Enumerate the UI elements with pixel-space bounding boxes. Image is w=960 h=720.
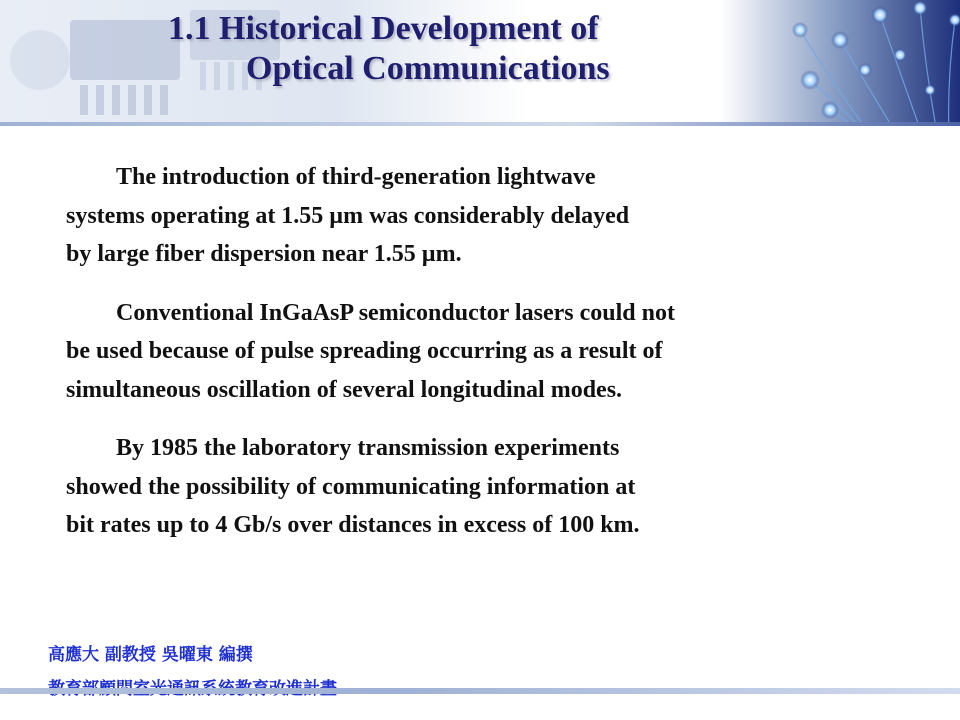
paragraph-line: showed the possibility of communicating information at — [66, 473, 636, 500]
slide-footer — [48, 638, 337, 706]
footer-divider — [0, 688, 960, 694]
header-divider — [0, 122, 960, 126]
paragraph-line: simultaneous oscillation of several longitudinal modes. — [66, 376, 623, 403]
paragraph-line: The introduction of third-generation lightwave — [116, 164, 596, 190]
slide-title — [168, 9, 788, 89]
paragraph-line: be used because of pulse spreading occurring as a result of — [66, 338, 663, 364]
paragraph-line: Conventional InGaAsP semiconductor lasers could not — [116, 299, 675, 326]
paragraph-line: systems operating at 1.55 µm was considerably delayed — [66, 202, 630, 229]
paragraph-line: By 1985 the laboratory transmission experiments — [116, 435, 620, 461]
paragraph-3 — [66, 429, 896, 545]
paragraph-line: bit rates up to 4 Gb/s over distances in excess of 100 km. — [66, 512, 640, 538]
slide-title-line-2: Optical Communications — [246, 50, 610, 87]
paragraph-1 — [66, 158, 896, 274]
slide-title-line-1: 1.1 Historical Development of — [168, 10, 599, 47]
footer-author: 高應大 副教授 吳曜東 編撰 — [48, 645, 253, 665]
paragraph-2 — [66, 294, 896, 410]
paragraph-line: by large fiber dispersion near 1.55 µm. — [66, 241, 462, 267]
slide-body — [66, 158, 896, 565]
optical-fiber-bundle-icon — [770, 0, 960, 125]
